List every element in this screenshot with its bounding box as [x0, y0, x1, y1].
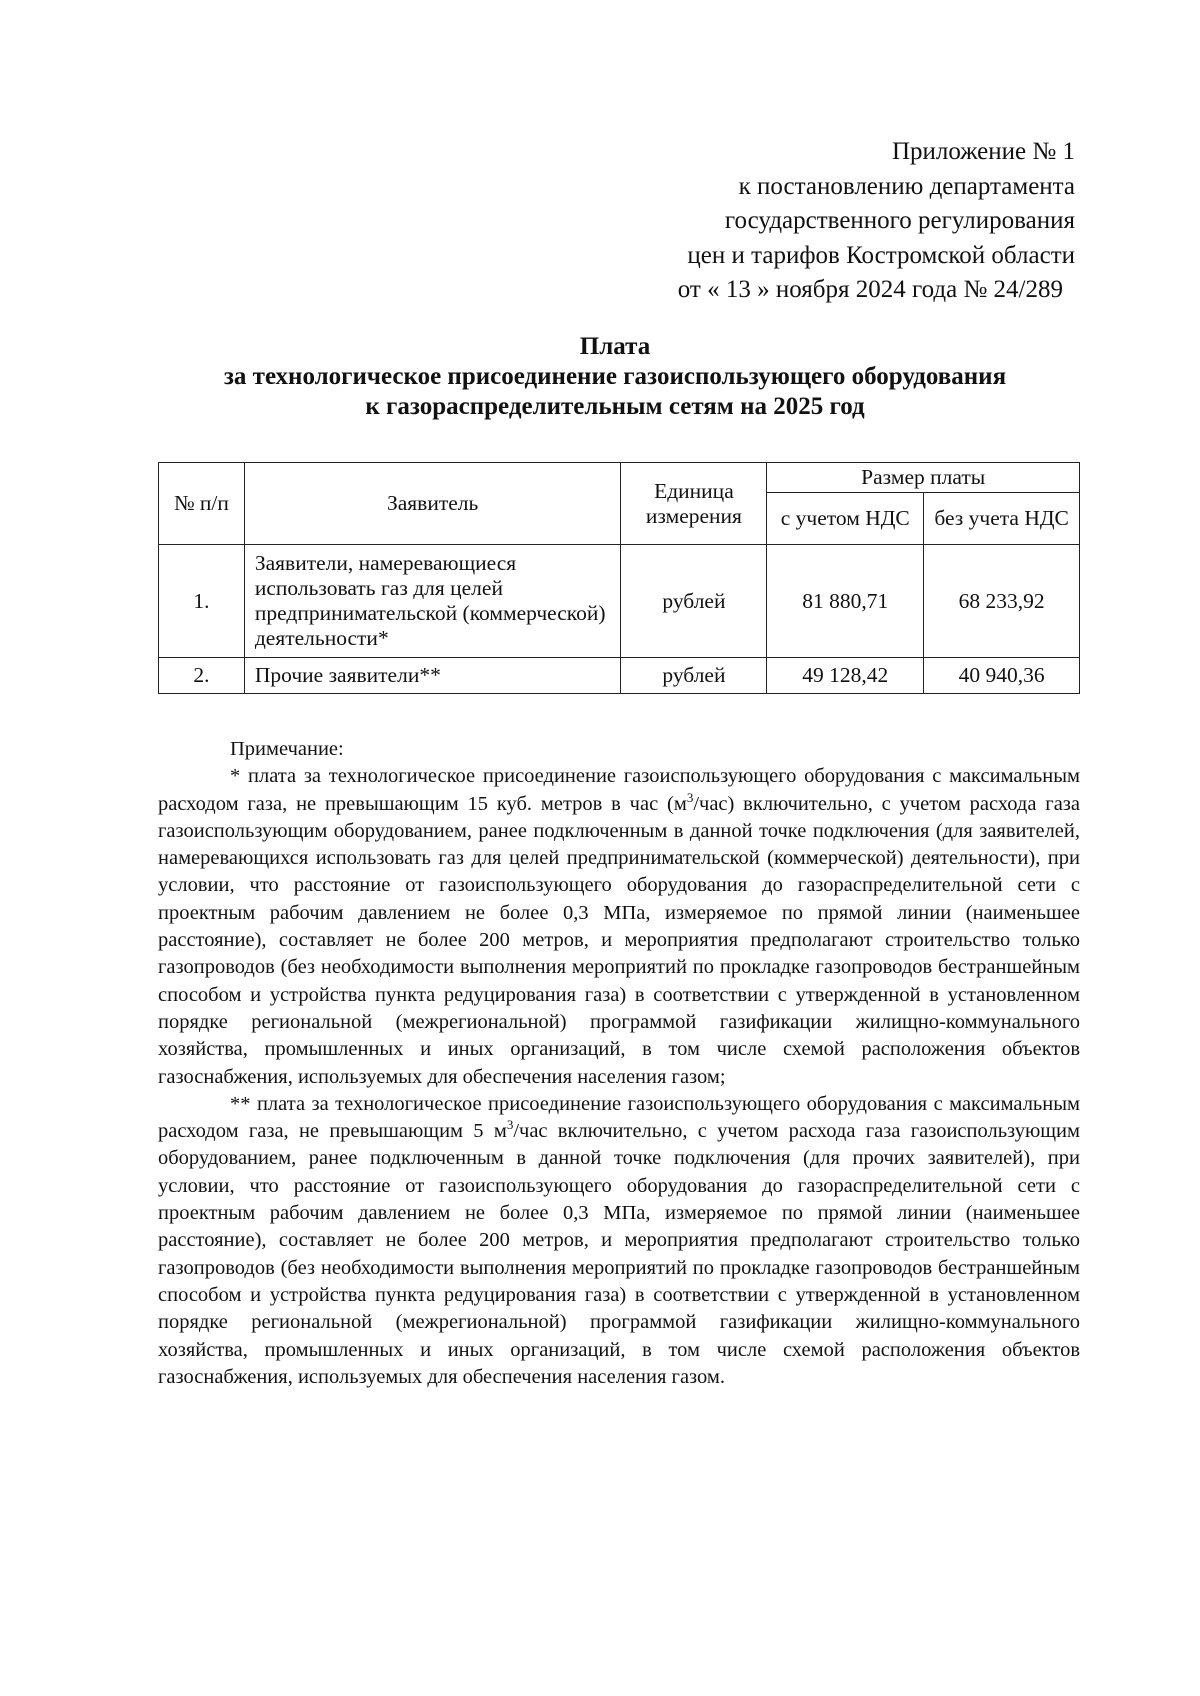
header-applicant: Заявитель: [244, 463, 621, 545]
row-fee-with-vat: 49 128,42: [767, 658, 924, 694]
appendix-header: [678, 135, 1075, 308]
notes-section: [158, 736, 1080, 1391]
row-number: 1.: [159, 545, 245, 658]
row-fee-without-vat: 68 233,92: [924, 545, 1080, 658]
row-unit: рублей: [621, 658, 767, 694]
row-fee-without-vat: 40 940,36: [924, 658, 1080, 694]
title-line-3: к газораспределительным сетям на 2025 год: [365, 393, 865, 420]
header-unit: Единица измерения: [621, 463, 767, 545]
note-double-asterisk: ** плата за технологическое присоединение газоиспользующего оборудования с максимальным расходом газа, не превышающим 5 $м^3$/час включительно, с учетом расхода газа газоиспользующим оборудованием, ранее подключенным в данной точке подключения (для прочих заявителей), при условии, что расстояние от газоиспользующего оборудования до газораспределительной сети с проектным рабочим давлением не более 0,3 МПа, измеряемое по прямой линии (наименьшее расстояние), составляет не более 200 метров, и мероприятия предполагают строительство только газопроводов (без необходимости выполнения мероприятий по прокладке газопроводов бестраншейным способом и устройства пункта редуцирования газа) в соответствии с утвержденной в установленном порядке региональной (межрегиональной) программой газификации жилищно-коммунального хозяйства, промышленных и иных организаций, в том числе схемой расположения объектов газоснабжения, используемых для обеспечения населения газом.: [158, 1092, 1080, 1388]
appendix-number: Приложение № 1: [891, 138, 1075, 165]
title-line-1: Плата: [579, 333, 651, 360]
header-without-vat: без учета НДС: [924, 493, 1080, 545]
header-number: № п/п: [159, 463, 245, 545]
row-applicant: Заявители, намеревающиеся использовать газ для целей предпринимательской (коммерческой) деятельности*: [244, 545, 621, 658]
note-single-asterisk: * плата за технологическое присоединение газоиспользующего оборудования с максимальным расходом газа, не превышающим 15 куб. метров в час $(м^3/час)$ включительно, с учетом расхода газа газоиспользующим оборудованием, ранее подключенным в данной точке подключения (для заявителей, намеревающихся использовать газ для целей предпринимательской (коммерческой) деятельности), при условии, что расстояние от газоиспользующего оборудования до газораспределительной сети с проектным рабочим давлением не более 0,3 МПа, измеряемое по прямой линии (наименьшее расстояние), составляет не более 200 метров, и мероприятия предполагают строительство только газопроводов (без необходимости выполнения мероприятий по прокладке газопроводов бестраншейным способом и устройства пункта редуцирования газа) в соответствии с утвержденной в установленном порядке региональной (межрегиональной) программой газификации жилищно-коммунального хозяйства, промышленных и иных организаций, в том числе схемой расположения объектов газоснабжения, используемых для обеспечения населения газом;: [158, 765, 1080, 1088]
header-with-vat: с учетом НДС: [767, 493, 924, 545]
header-fee-size: Размер платы: [767, 463, 1080, 493]
appendix-region-line: цен и тарифов Костромской области: [687, 241, 1075, 269]
table-row: [159, 545, 1080, 658]
appendix-department-line: государственного регулирования: [724, 207, 1075, 234]
table-header-row: [159, 463, 1080, 493]
fee-table: [158, 462, 1080, 694]
appendix-resolution-line: к постановлению департамента: [738, 172, 1075, 200]
row-number: 2.: [159, 658, 245, 694]
title-line-2: за технологическое присоединение газоиспользующего оборудования: [223, 363, 1007, 390]
row-unit: рублей: [621, 545, 767, 658]
row-applicant: Прочие заявители**: [244, 658, 621, 694]
row-fee-with-vat: 81 880,71: [767, 545, 924, 658]
document-title: [150, 332, 1080, 422]
table-row: [159, 658, 1080, 694]
appendix-date-number: от « 13 » ноября 2024 года № 24/289: [677, 276, 1063, 303]
notes-heading: Примечание:: [230, 738, 344, 760]
